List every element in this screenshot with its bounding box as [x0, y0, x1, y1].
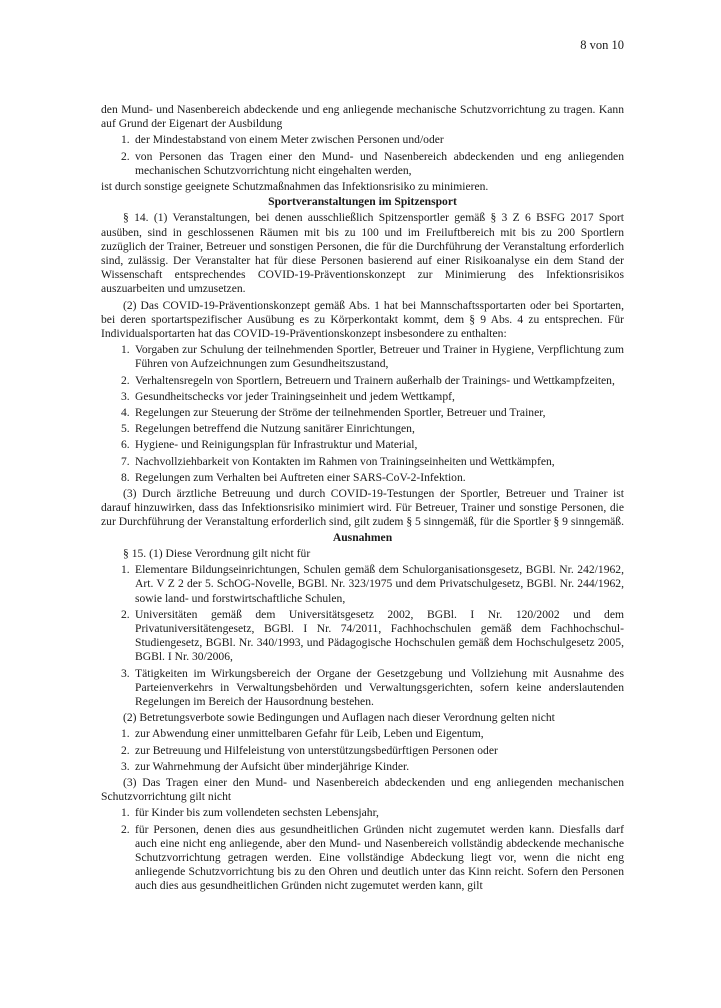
list-item: 2. von Personen das Tragen einer den Mund- und Nasenbereich abdeckenden und eng anliegenden mechanischen Schutzvorrichtung nicht eingehalten werden,: [121, 149, 624, 177]
list-item: 2. Verhaltensregeln von Sportlern, Betreuern und Trainern außerhalb der Trainings- und Wettkampfzeiten,: [121, 373, 615, 387]
exceptions-list-1: [101, 563, 624, 709]
sport-requirements-list: [101, 343, 624, 485]
list-item: 1. für Kinder bis zum vollendeten sechsten Lebensjahr,: [121, 806, 379, 820]
list-item: 3. Gesundheitschecks vor jeder Trainingseinheit und jedem Wettkampf,: [121, 389, 455, 403]
intro-list: [101, 133, 624, 178]
list-item: 6. Hygiene- und Reinigungsplan für Infrastruktur und Material,: [121, 438, 418, 452]
paragraph-15-3: (3) Das Tragen einer den Mund- und Nasenbereich abdeckenden und eng anliegenden mechanischen Schutzvorrichtung gilt nicht: [101, 775, 624, 804]
list-item: 1. Vorgaben zur Schulung der teilnehmenden Sportler, Betreuer und Trainer in Hygiene, Verpflichtung zum Führen von Aufzeichnungen zum Gesundheitszustand,: [121, 343, 624, 371]
page-number: 8 von 10: [580, 38, 624, 52]
list-item: 5. Regelungen betreffend die Nutzung sanitärer Einrichtungen,: [121, 422, 415, 436]
list-item: 4. Regelungen zur Steuerung der Ströme der teilnehmenden Sportler, Betreuer und Trainer,: [121, 406, 546, 420]
list-item: 7. Nachvollziehbarkeit von Kontakten im Rahmen von Trainingseinheiten und Wettkämpfen,: [121, 454, 555, 468]
exceptions-list-3: [101, 806, 624, 893]
list-item: 1. Elementare Bildungseinrichtungen, Schulen gemäß dem Schulorganisationsgesetz, BGBl. Nr. 242/1962, Art. V Z 2 der 5. SchOG-Novelle, BGBl. Nr. 323/1975 und dem Privatschulgesetz, BGBl. Nr. 244/1962, sowie land- und forstwirtschaftliche Schulen,: [121, 563, 624, 605]
list-item: 8. Regelungen zum Verhalten bei Auftreten einer SARS-CoV-2-Infektion.: [121, 470, 466, 484]
intro-conclusion: ist durch sonstige geeignete Schutzmaßnahmen das Infektionsrisiko zu minimieren.: [101, 180, 489, 194]
list-item: 3. zur Wahrnehmung der Aufsicht über minderjährige Kinder.: [121, 759, 410, 773]
list-item: 2. für Personen, denen dies aus gesundheitlichen Gründen nicht zugemutet werden kann. Diesfalls darf auch eine nicht eng anliegende, aber den Mund- und Nasenbereich vollständig abdeckende mechanische Schutzvorrichtung getragen werden. Eine vollständige Abdeckung liegt vor, wenn die nicht eng anliegende Schutzvorrichtung bis zu den Ohren und deutlich unter das Kinn reicht. Sofern den Personen auch dies aus gesundheitlichen Gründen nicht zugemutet werden kann, gilt: [121, 822, 624, 893]
paragraph-14-1: § 14. (1) Veranstaltungen, bei denen ausschließlich Spitzensportler gemäß § 3 Z 6 BSFG 2017 Sport ausüben, sind in geschlossenen Räumen mit bis zu 100 und im Freiluftbereich mit bis zu 200 Sportlern zuzüglich der Trainer, Betreuer und sonstigen Personen, die für die Durchführung der Veranstaltung erforderlich sind, zulässig. Der Veranstalter hat für diese Personen basierend auf einer Risikoanalyse ein dem Stand der Wissenschaft entsprechendes COVID-19-Präventionskonzept zur Minimierung des Infektionsrisikos auszuarbeiten und umzusetzen.: [101, 211, 624, 296]
paragraph-15-1: § 15. (1) Diese Verordnung gilt nicht für: [123, 546, 311, 560]
section-heading-exceptions: Ausnahmen: [332, 530, 393, 544]
list-item: 3. Tätigkeiten im Wirkungsbereich der Organe der Gesetzgebung und Vollziehung mit Ausnahme des Parteienverkehrs in Verwaltungsbehörden und Verwaltungsgerichten, sofern keine anderslautenden Regelungen im Bereich der Hausordnung bestehen.: [121, 666, 624, 708]
section-heading-sport: Sportveranstaltungen im Spitzensport: [268, 195, 457, 209]
list-item: 1. der Mindestabstand von einem Meter zwischen Personen und/oder: [121, 133, 444, 147]
list-item: 2. Universitäten gemäß dem Universitätsgesetz 2002, BGBl. I Nr. 120/2002 und dem Privatuniversitätengesetz, BGBl. I Nr. 74/2011, Fachhochschulen gemäß dem Fachhochschul-Studiengesetz, BGBl. Nr. 340/1993, und Pädagogische Hochschulen gemäß dem Hochschulgesetz 2005, BGBl. I Nr. 30/2006,: [121, 607, 624, 664]
exceptions-list-2: [101, 727, 624, 774]
paragraph-15-2: (2) Betretungsverbote sowie Bedingungen und Auflagen nach dieser Verordnung gelten nicht: [123, 711, 555, 725]
paragraph-14-3: (3) Durch ärztliche Betreuung und durch COVID-19-Testungen der Sportler, Betreuer und Trainer ist darauf hinzuwirken, dass das Infektionsrisiko minimiert wird. Für Betreuer, Trainer und sonstige Personen, die zur Durchführung der Veranstaltung erforderlich sind, gilt zudem § 5 sinngemäß, für die Sportler § 9 sinngemäß.: [101, 487, 624, 529]
intro-paragraph: den Mund- und Nasenbereich abdeckende und eng anliegende mechanische Schutzvorrichtung zu tragen. Kann auf Grund der Eigenart der Ausbildung: [101, 103, 624, 131]
paragraph-14-2: (2) Das COVID-19-Präventionskonzept gemäß Abs. 1 hat bei Mannschaftssportarten oder bei Sportarten, bei deren sportartspezifischer Ausübung es zu Körperkontakt kommt, dem § 9 Abs. 4 zu entsprechen. Für Individualsportarten hat das COVID-19-Präventionskonzept insbesondere zu enthalten:: [101, 298, 624, 341]
document-body: [101, 103, 624, 896]
list-item: 2. zur Betreuung und Hilfeleistung von unterstützungsbedürftigen Personen oder: [121, 743, 498, 757]
list-item: 1. zur Abwendung einer unmittelbaren Gefahr für Leib, Leben und Eigentum,: [121, 727, 484, 741]
